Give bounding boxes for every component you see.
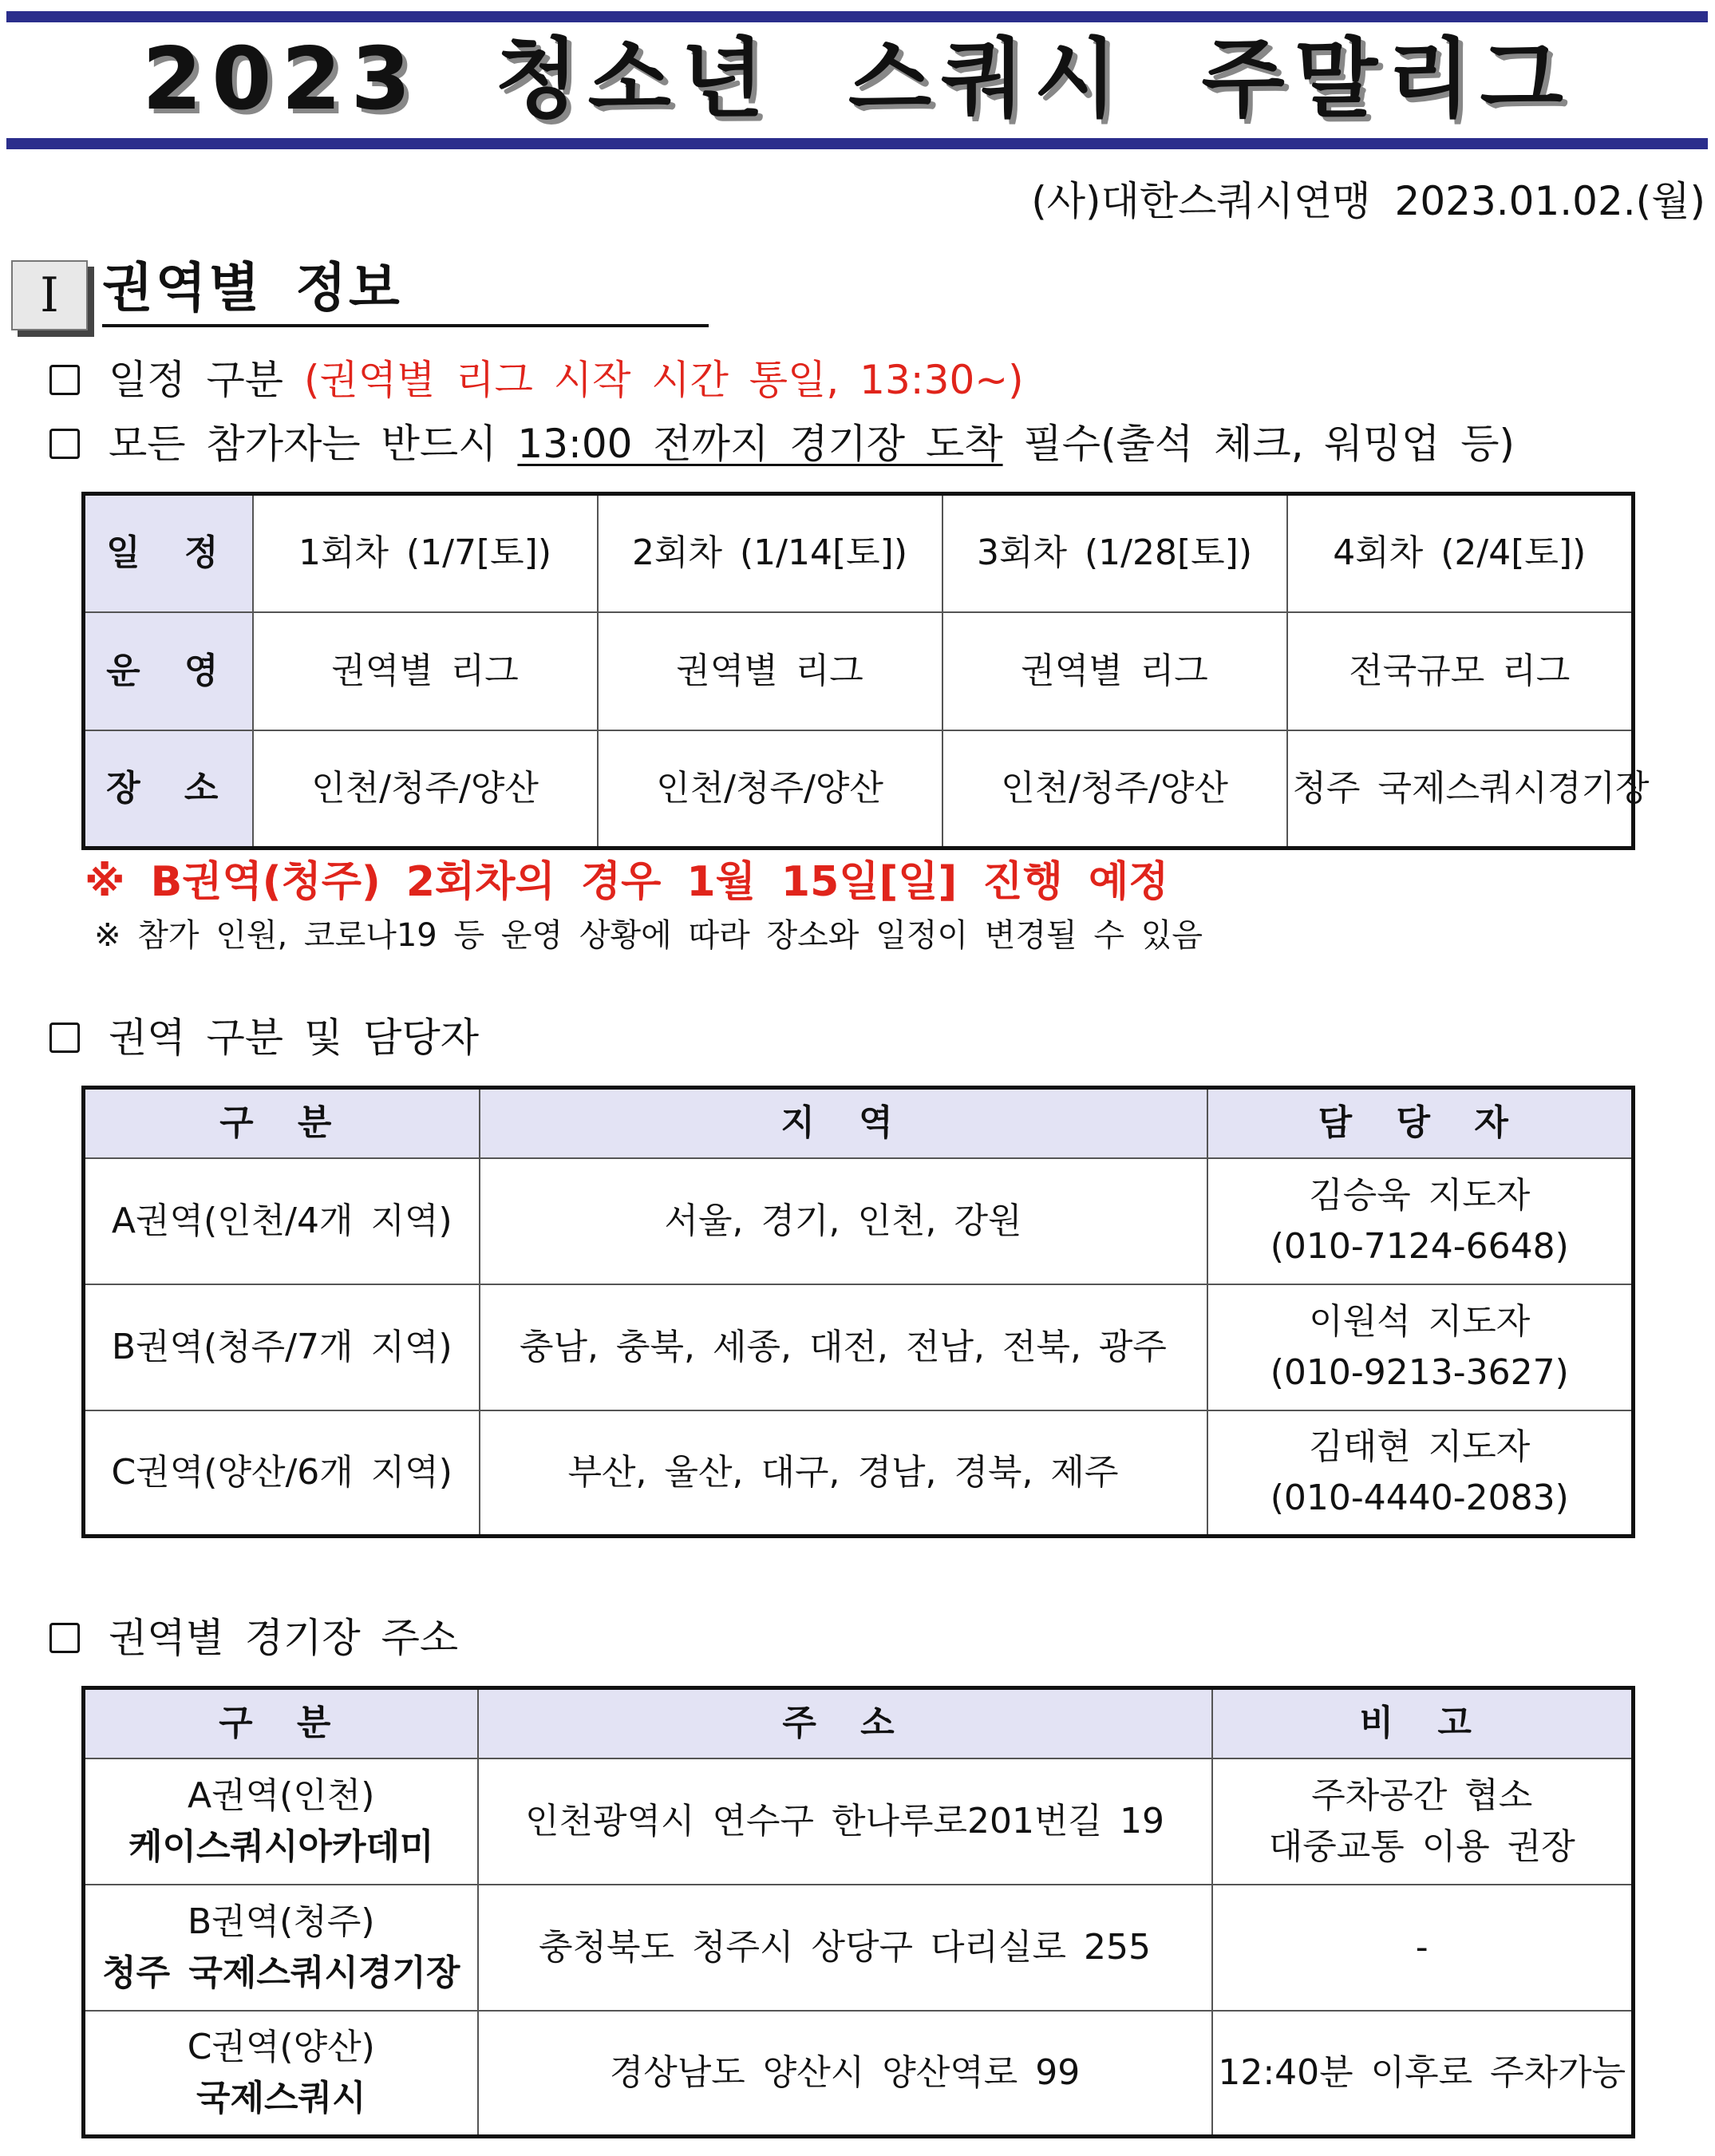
round-cell: 3회차 (1/28[토]) (942, 494, 1287, 612)
table-row (84, 612, 1634, 730)
manager-name: 이원석 지도자 (1309, 1300, 1531, 1342)
operation-cell: 전국규모 리그 (1287, 612, 1634, 730)
table-row (84, 1758, 1634, 1885)
round-cell: 2회차 (1/14[토]) (598, 494, 942, 612)
checkbox-icon (49, 365, 80, 395)
manager-phone: (010-9213-3627) (1270, 1351, 1569, 1393)
column-header: 담 당 자 (1207, 1088, 1634, 1158)
division-cell: C권역(양산/6개 지역) (84, 1410, 480, 1537)
venue-name: 청주 국제스쿼시경기장 (102, 1952, 460, 1993)
bullet-arrival-suffix: 필수(출석 체크, 워밍업 등) (1002, 421, 1515, 467)
venue-cell: 인천/청주/양산 (598, 730, 942, 849)
org-date: (사)대한스쿼시연맹 2023.01.02.(월) (1031, 178, 1705, 224)
remark-cell: 12:40분 이후로 주차가능 (1212, 2011, 1634, 2137)
round-cell: 1회차 (1/7[토]) (253, 494, 598, 612)
row-header-operation: 운 영 (84, 612, 253, 730)
region-table (81, 1086, 1635, 1538)
manager-cell (1207, 1410, 1634, 1537)
bullet-regions (49, 1012, 479, 1063)
remark-line: 주차공간 협소 (1311, 1774, 1533, 1816)
bullet-arrival (49, 418, 1515, 469)
areas-cell: 부산, 울산, 대구, 경남, 경북, 제주 (480, 1410, 1207, 1537)
column-header: 구 분 (84, 1088, 480, 1158)
venue-cell: 청주 국제스쿼시경기장 (1287, 730, 1634, 849)
areas-cell: 충남, 충북, 세종, 대전, 전남, 전북, 광주 (480, 1284, 1207, 1410)
bullet-arrival-prefix: 모든 참가자는 반드시 (109, 421, 518, 467)
bullet-schedule-label: 일정 구분 (109, 357, 304, 403)
column-header: 지 역 (480, 1088, 1207, 1158)
section-underline (102, 324, 709, 327)
section-number: Ⅰ (11, 260, 88, 330)
row-header-venue: 장 소 (84, 730, 253, 849)
manager-phone: (010-7124-6648) (1270, 1225, 1569, 1267)
row-header-schedule: 일 정 (84, 494, 253, 612)
table-row (84, 730, 1634, 849)
bullet-regions-label: 권역 구분 및 담당자 (109, 1015, 480, 1061)
round-cell: 4회차 (2/4[토]) (1287, 494, 1634, 612)
address-cell: 인천광역시 연수구 한나루로201번길 19 (478, 1758, 1212, 1885)
checkbox-icon (49, 1023, 80, 1053)
venue-cell: 인천/청주/양산 (942, 730, 1287, 849)
venue-name: 케이스쿼시아카데미 (128, 1826, 434, 1867)
division-cell: B권역(청주/7개 지역) (84, 1284, 480, 1410)
manager-cell (1207, 1158, 1634, 1284)
table-row (84, 1410, 1634, 1537)
checkbox-icon (49, 429, 80, 459)
bullet-venues (49, 1612, 458, 1663)
change-notice: ※ 참가 인원, 코로나19 등 운영 상황에 따라 장소와 일정이 변경될 수 있음 (94, 917, 1203, 954)
title-bottom-bar (6, 138, 1708, 149)
venue-name: 국제스쿼시 (196, 2077, 366, 2118)
title-top-bar (6, 11, 1708, 22)
operation-cell: 권역별 리그 (942, 612, 1287, 730)
table-row (84, 1885, 1634, 2011)
bullet-arrival-emphasis: 13:00 전까지 경기장 도착 (517, 421, 1003, 467)
column-header: 주 소 (478, 1688, 1212, 1758)
division-cell: A권역(인천/4개 지역) (84, 1158, 480, 1284)
column-header: 구 분 (84, 1688, 478, 1758)
venue-cell: 인천/청주/양산 (253, 730, 598, 849)
operation-cell: 권역별 리그 (253, 612, 598, 730)
table-header-row (84, 1088, 1634, 1158)
table-row (84, 2011, 1634, 2137)
venue-table (81, 1686, 1635, 2138)
manager-cell (1207, 1284, 1634, 1410)
section-title: 권역별 정보 (102, 257, 402, 318)
region-cell (84, 1758, 478, 1885)
checkbox-icon (49, 1623, 80, 1653)
page-title: 2023 청소년 스쿼시 주말리그 (142, 30, 1573, 129)
table-row (84, 1284, 1634, 1410)
schedule-table (81, 492, 1650, 850)
bullet-schedule (49, 354, 1024, 405)
remark-cell (1212, 1758, 1634, 1885)
remark-line: 대중교통 이용 권장 (1268, 1826, 1575, 1867)
table-row (84, 494, 1634, 612)
areas-cell: 서울, 경기, 인천, 강원 (480, 1158, 1207, 1284)
region-cell (84, 2011, 478, 2137)
region-label: A권역(인천) (188, 1774, 375, 1816)
table-header-row (84, 1688, 1634, 1758)
bullet-schedule-note: (권역별 리그 시작 시간 통일, 13:30~) (304, 357, 1024, 403)
table-row (84, 1158, 1634, 1284)
region-label: B권역(청주) (187, 1901, 375, 1942)
manager-name: 김태현 지도자 (1309, 1426, 1531, 1467)
bullet-venues-label: 권역별 경기장 주소 (109, 1615, 459, 1661)
remark-cell: - (1212, 1885, 1634, 2011)
address-cell: 충청북도 청주시 상당구 다리실로 255 (478, 1885, 1212, 2011)
region-cell (84, 1885, 478, 2011)
column-header: 비 고 (1212, 1688, 1634, 1758)
region-label: C권역(양산) (187, 2026, 375, 2067)
manager-name: 김승욱 지도자 (1309, 1174, 1531, 1216)
b-region-notice: ※ B권역(청주) 2회차의 경우 1월 15일[일] 진행 예정 (85, 858, 1169, 906)
manager-phone: (010-4440-2083) (1270, 1477, 1569, 1518)
address-cell: 경상남도 양산시 양산역로 99 (478, 2011, 1212, 2137)
operation-cell: 권역별 리그 (598, 612, 942, 730)
